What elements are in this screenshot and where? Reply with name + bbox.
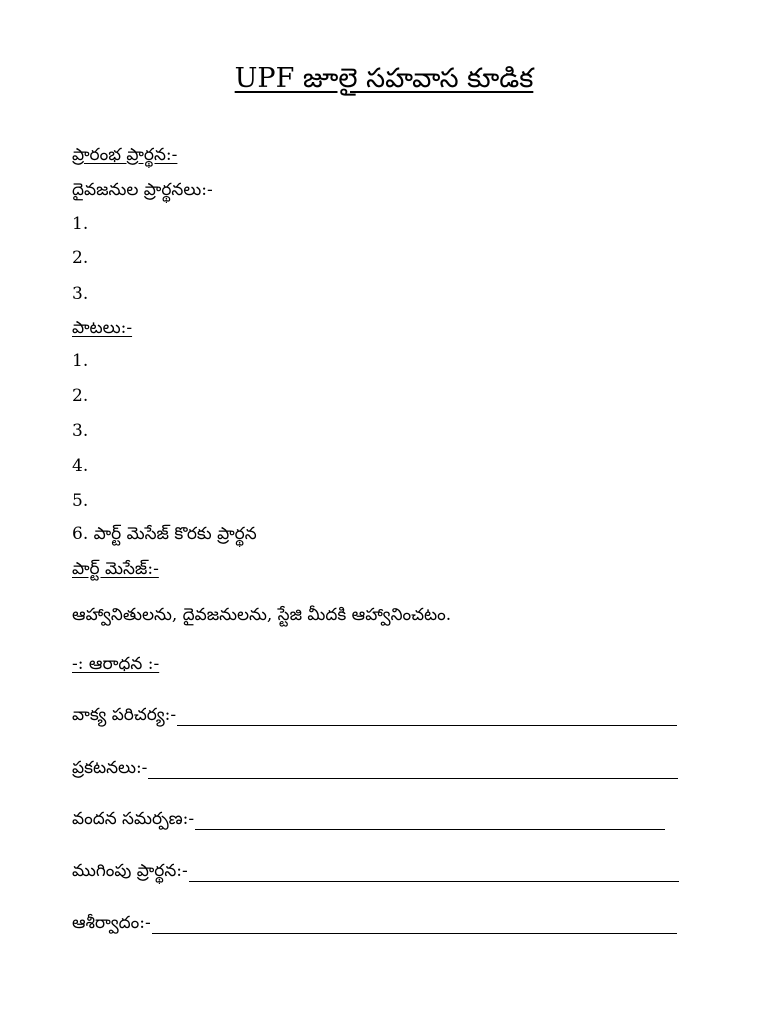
field-row [72, 912, 677, 934]
songs-heading: పాటలు:- [72, 318, 133, 338]
saints-prayers-heading: దైవజనుల ప్రార్థనలు:- [72, 180, 213, 200]
song-item: 6. పార్ట్ మెసేజ్ కొరకు ప్రార్థన [72, 524, 257, 544]
field-label: వాక్య పరిచర్య:- [72, 705, 177, 725]
saints-prayer-item: 2. [72, 248, 89, 268]
part-message-heading: పార్ట్ మెసేజ్:- [72, 559, 159, 579]
field-label: ఆశీర్వాదం:- [72, 913, 151, 933]
saints-prayer-item: 3. [72, 284, 89, 304]
opening-prayer-heading: ప్రారంభ ప్రార్థన:- [72, 145, 178, 165]
fill-in-blank[interactable] [189, 863, 679, 882]
song-item: 2. [72, 386, 89, 406]
song-item: 3. [72, 421, 89, 441]
field-row [72, 704, 677, 726]
invitation-text: ఆహ్వానితులను, దైవజనులను, స్టేజి మీదకి ఆహ్వానించటం. [72, 605, 452, 625]
field-label: ముగింపు ప్రార్థన:- [72, 861, 188, 881]
song-item: 4. [72, 456, 89, 476]
page-title: UPF జూలై సహవాస కూడిక [234, 63, 534, 94]
worship-heading: -: ఆరాధన :- [72, 654, 160, 674]
fill-in-blank[interactable] [152, 915, 677, 934]
fill-in-blank[interactable] [177, 707, 677, 726]
fill-in-blank[interactable] [195, 811, 665, 830]
fill-in-blank[interactable] [148, 760, 678, 779]
saints-prayer-item: 1. [72, 214, 89, 234]
field-row [72, 860, 679, 882]
field-row [72, 757, 678, 779]
field-row [72, 808, 665, 830]
song-item: 1. [72, 351, 89, 371]
field-label: ప్రకటనలు:- [72, 758, 148, 778]
song-item: 5. [72, 491, 89, 511]
field-label: వందన సమర్పణ:- [72, 809, 195, 829]
